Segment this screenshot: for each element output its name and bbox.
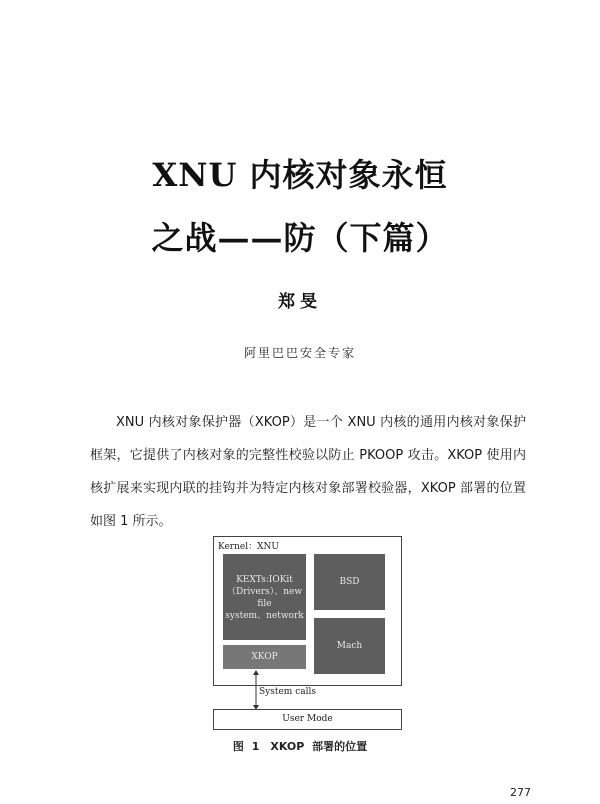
page-number: 277 — [510, 786, 531, 799]
author-affiliation: 阿里巴巴安全专家 — [243, 346, 356, 360]
mach-label: Mach — [336, 641, 363, 651]
kext-label-line-1: KEXTs:IOKit — [236, 575, 293, 585]
kext-label-line-3: system、network — [225, 611, 304, 621]
paper-title-line-1: XNU 内核对象永恒 — [152, 156, 448, 194]
author-name: 郑旻 — [278, 292, 322, 312]
kernel-label: Kernel：XNU — [218, 542, 279, 552]
intro-paragraph: XNU 内核对象保护器（XKOP）是一个 XNU 内核的通用内核对象保护框架，它提供了内核对象的完整性校验以防止 PKOOP 攻击。XKOP 使用内核扩展来实现内联的挂钩并为特定内核对象部署校验器，XKOP 部署的位置如图 1 所示。 — [90, 415, 526, 529]
mach-block — [314, 618, 385, 674]
kext-block — [223, 554, 306, 640]
xkop-label: XKOP — [251, 652, 278, 662]
bsd-block — [314, 554, 385, 610]
kernel-xnu-box — [213, 536, 402, 686]
user-mode-box — [213, 709, 402, 730]
paper-title-line-2: 之战——防（下篇） — [151, 219, 449, 257]
figure-xkop-deployment — [213, 536, 402, 730]
kext-label-line-2: （Drivers）、new file — [226, 587, 303, 609]
figure-caption: 图 1 XKOP 部署的位置 — [232, 740, 368, 753]
system-calls-label: System calls — [259, 687, 316, 697]
xkop-block — [223, 645, 306, 669]
bsd-label: BSD — [339, 577, 360, 587]
user-mode-label: User Mode — [282, 714, 333, 724]
